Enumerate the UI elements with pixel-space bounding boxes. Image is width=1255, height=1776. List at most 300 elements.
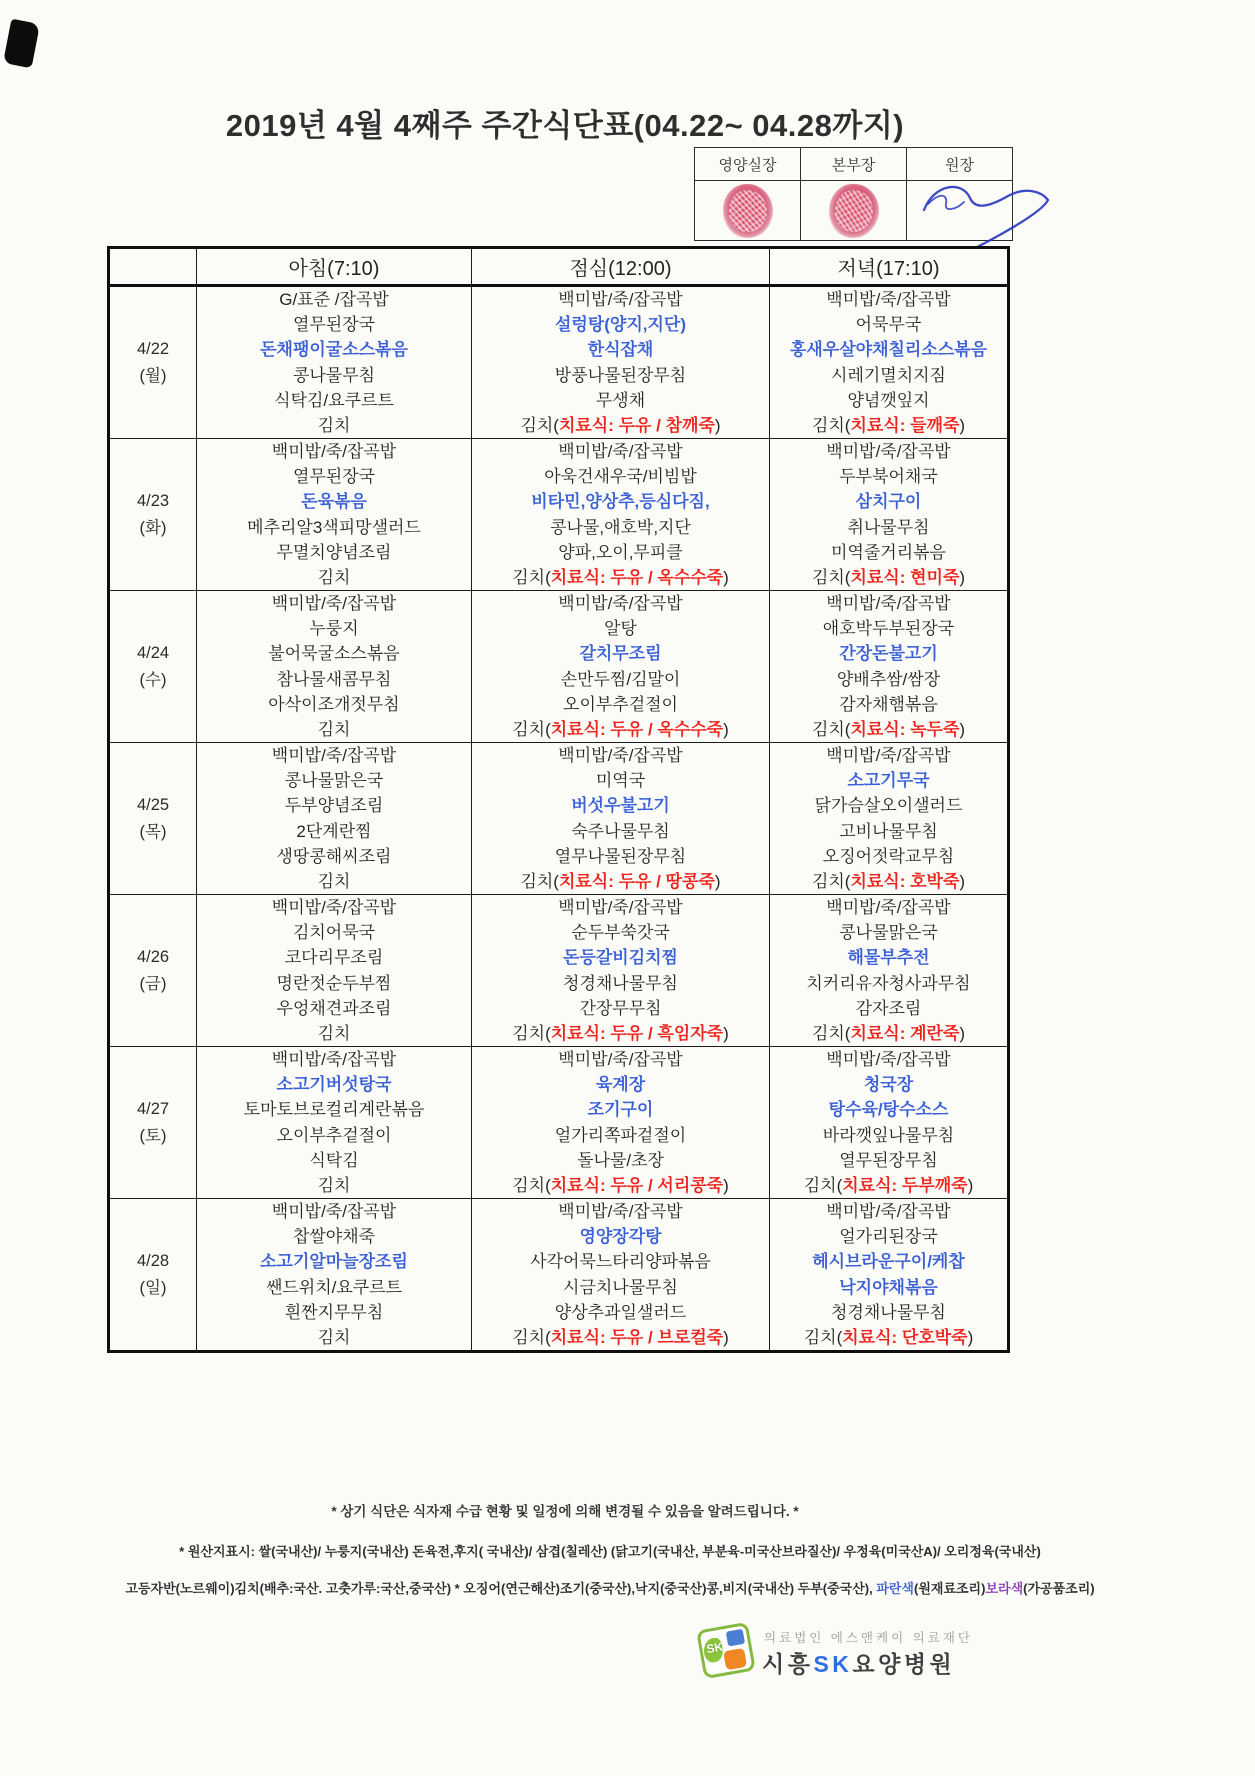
menu-item [197, 692, 471, 717]
hospital-name-sk: SK [813, 1651, 853, 1677]
menu-text: 간장돈불고기 [839, 644, 938, 664]
menu-item [472, 844, 769, 869]
menu-text: 돈육볶음 [301, 492, 367, 512]
menu-item [197, 337, 471, 362]
menu-item [197, 717, 471, 742]
time-header-row [109, 248, 1009, 286]
menu-text: 시레기멸치지짐 [831, 365, 946, 385]
menu-text: 식탁김 [309, 1150, 359, 1170]
menu-text: 생땅콩해씨조림 [276, 846, 392, 866]
time-header-breakfast: 아침(7:10) [197, 248, 472, 286]
menu-cell-breakfast [197, 1199, 472, 1352]
menu-item [197, 439, 471, 464]
day-label-cell [109, 286, 197, 439]
day-row [109, 439, 1009, 591]
menu-text: ) [723, 1327, 729, 1347]
menu-item [197, 641, 471, 666]
menu-text: 감자조림 [855, 998, 922, 1018]
menu-text: 백미밥/죽/잡곡밥 [826, 746, 951, 766]
approval-stamp-row [695, 181, 1013, 241]
menu-cell-dinner [770, 591, 1009, 743]
menu-item [197, 996, 471, 1021]
menu-item [197, 1148, 471, 1173]
menu-text: 애호박두부된장국 [822, 619, 955, 639]
menu-text: 해물부추전 [847, 948, 930, 968]
menu-text: 비타민,양상추,등심다짐, [531, 492, 710, 512]
menu-text: 찹쌀야채죽 [292, 1227, 376, 1247]
menu-item [472, 667, 769, 692]
hospital-logo-block [698, 1620, 1118, 1690]
menu-item [770, 996, 1007, 1021]
menu-text: 설렁탕(양지,지단) [555, 315, 686, 335]
menu-item [197, 945, 471, 970]
diet-menu-text: 치료식: 들깨죽 [850, 415, 960, 435]
menu-cell-dinner [770, 895, 1009, 1047]
menu-item [770, 464, 1007, 489]
menu-text: 갈치무조림 [579, 644, 662, 664]
menu-text: ) [967, 1175, 974, 1195]
menu-cell-breakfast [197, 439, 472, 591]
menu-item [770, 439, 1007, 464]
menu-text: 김치( [512, 567, 551, 587]
day-date: 4/26 [136, 947, 170, 966]
menu-item [472, 616, 769, 641]
menu-item [472, 1097, 769, 1122]
menu-text: 헤시브라운구이/케찹 [812, 1252, 965, 1272]
day-weekday: (토) [139, 1126, 167, 1145]
menu-item [770, 1097, 1007, 1122]
menu-text: 김치( [520, 415, 559, 435]
day-weekday: (금) [139, 974, 167, 993]
time-header-dinner: 저녁(17:10) [770, 248, 1009, 286]
menu-text: 김치 [317, 567, 351, 587]
menu-item [197, 1199, 471, 1224]
time-header-lunch: 점심(12:00) [472, 248, 770, 286]
menu-item [770, 920, 1007, 945]
menu-text: 김치( [811, 567, 851, 587]
menu-item [197, 920, 471, 945]
menu-text: 양념깻잎지 [847, 390, 930, 410]
menu-text: 콩나물무침 [292, 365, 376, 385]
menu-item [770, 667, 1007, 692]
menu-text: 열무된장국 [292, 467, 376, 487]
menu-text: 김치( [811, 871, 851, 891]
menu-text: 식탁김/요쿠르트 [274, 390, 394, 410]
menu-item [197, 1047, 471, 1072]
menu-cell-lunch [472, 895, 770, 1047]
menu-text: 백미밥/죽/잡곡밥 [271, 1202, 397, 1222]
menu-text: 홍새우살야채칠리소스볶음 [789, 340, 988, 360]
menu-item [197, 287, 471, 312]
menu-text: ) [723, 719, 729, 739]
foundation-name: 의료법인 에스앤케이 의료재단 [764, 1631, 973, 1645]
menu-item [472, 717, 769, 742]
red-seal-stamp-icon [825, 180, 882, 240]
menu-text: 청경채나물무침 [563, 973, 678, 993]
menu-cell-dinner [770, 1199, 1009, 1352]
menu-text: 시금치나물무침 [563, 1277, 678, 1297]
menu-text: ) [723, 1175, 729, 1195]
day-label-cell [109, 743, 197, 895]
menu-text: 돌나물/초장 [577, 1150, 664, 1170]
menu-item [472, 1249, 769, 1274]
day-date: 4/28 [136, 1251, 170, 1270]
menu-item [770, 540, 1007, 565]
menu-cell-breakfast [197, 591, 472, 743]
approval-table [694, 147, 1013, 241]
menu-cell-lunch [472, 439, 770, 591]
menu-item [197, 413, 471, 438]
menu-cell-lunch [472, 743, 770, 895]
menu-text: 소고기무국 [847, 771, 930, 791]
menu-text: 백미밥/죽/잡곡밥 [558, 898, 683, 918]
approval-header-nutrition-chief: 영양실장 [695, 148, 801, 181]
menu-item [472, 1325, 769, 1350]
menu-text: 육계장 [595, 1075, 646, 1095]
menu-item [472, 312, 769, 337]
red-seal-stamp-icon [723, 184, 773, 238]
menu-item [197, 515, 471, 540]
menu-text: 흰짠지무무침 [284, 1302, 384, 1322]
menu-item [197, 388, 471, 413]
menu-text: 백미밥/죽/잡곡밥 [558, 594, 683, 614]
menu-text: 김치( [803, 1327, 843, 1347]
sk-shield-icon [696, 1622, 756, 1679]
menu-text: 소고기버섯탕국 [276, 1075, 392, 1095]
menu-item [197, 819, 471, 844]
approval-cell-director [907, 181, 1013, 241]
day-row [109, 1047, 1009, 1199]
menu-text: 무생채 [595, 390, 646, 410]
hospital-name [762, 1646, 955, 1679]
menu-item [770, 768, 1007, 793]
menu-item [472, 1275, 769, 1300]
menu-item [197, 1300, 471, 1325]
diet-menu-text: 치료식: 현미죽 [850, 567, 960, 587]
menu-text: 백미밥/죽/잡곡밥 [826, 1050, 951, 1070]
menu-text: 김치 [317, 1327, 351, 1347]
menu-text: 쌘드위치/요쿠르트 [265, 1277, 403, 1297]
menu-item [472, 591, 769, 616]
day-weekday: (화) [139, 518, 167, 537]
menu-text: 김치 [317, 415, 351, 435]
menu-item [770, 489, 1007, 514]
menu-item [197, 1275, 471, 1300]
day-row [109, 286, 1009, 439]
menu-item [197, 489, 471, 514]
menu-item [197, 565, 471, 590]
menu-text: 명란젓순두부찜 [276, 973, 392, 993]
page-title: 2019년 4월 4째주 주간식단표(04.22~ 04.28까지) [225, 108, 905, 143]
day-label-cell [109, 591, 197, 743]
menu-item [770, 616, 1007, 641]
menu-text: 소고기알마늘장조림 [260, 1252, 408, 1272]
menu-item [770, 971, 1007, 996]
menu-item [472, 971, 769, 996]
menu-cell-dinner [770, 1047, 1009, 1199]
menu-text: 조기구이 [587, 1100, 654, 1120]
menu-cell-lunch [472, 1047, 770, 1199]
menu-item [472, 869, 769, 894]
menu-item [197, 1325, 471, 1350]
menu-item [770, 844, 1007, 869]
diet-menu-text: 치료식: 두유 / 서리콩죽 [550, 1175, 724, 1195]
menu-item [770, 819, 1007, 844]
menu-text: 김치( [811, 719, 851, 739]
menu-text: 백미밥/죽/잡곡밥 [271, 1050, 397, 1070]
menu-text: 열무나물된장무침 [554, 846, 687, 866]
menu-item [770, 692, 1007, 717]
menu-item [770, 1199, 1007, 1224]
menu-item [770, 793, 1007, 818]
menu-cell-breakfast [197, 1047, 472, 1199]
menu-text: 백미밥/죽/잡곡밥 [558, 442, 683, 462]
menu-text: 오이부추겉절이 [276, 1125, 392, 1145]
menu-text: 아욱건새우국/비빔밥 [544, 467, 697, 487]
diet-menu-text: 치료식: 두유 / 옥수수죽 [550, 567, 724, 587]
diet-menu-text: 치료식: 단호박죽 [842, 1327, 968, 1347]
hospital-name-prefix: 시흥 [762, 1651, 814, 1677]
menu-item [472, 996, 769, 1021]
menu-text: 김치( [512, 1327, 551, 1347]
menu-item [472, 1300, 769, 1325]
day-weekday: (일) [139, 1278, 167, 1297]
menu-text: ) [723, 1023, 729, 1043]
weekly-menu-table [107, 246, 1010, 1353]
day-row [109, 743, 1009, 895]
menu-text: 불어묵굴소스볶음 [268, 644, 400, 664]
menu-text: 백미밥/죽/잡곡밥 [826, 1202, 951, 1222]
menu-item [770, 1047, 1007, 1072]
menu-cell-dinner [770, 439, 1009, 591]
menu-text: 돈등갈비김치찜 [563, 948, 678, 968]
menu-text: 2단계란찜 [296, 821, 372, 841]
menu-text: 얼가리된장국 [839, 1227, 938, 1247]
menu-cell-dinner [770, 286, 1009, 439]
menu-text: 백미밥/죽/잡곡밥 [826, 442, 951, 462]
menu-text: ) [959, 1023, 966, 1043]
menu-item [770, 388, 1007, 413]
origin-note-text: 고등자반(노르웨이)김치(배추:국산. 고춧가루:국산,중국산) * 오징어(연근해산)조기(중국산),낙지(중국산)콩,비지(국내산) 두부(중국산), [125, 1581, 877, 1596]
day-label-cell [109, 439, 197, 591]
diet-menu-text: 치료식: 두유 / 참깨죽 [558, 415, 715, 435]
menu-item [770, 565, 1007, 590]
menu-item [770, 363, 1007, 388]
menu-text: 탕수육/탕수소스 [828, 1100, 949, 1120]
menu-item [472, 1123, 769, 1148]
menu-text: 코다리무조림 [284, 948, 384, 968]
menu-item [472, 945, 769, 970]
day-weekday: (목) [139, 822, 167, 841]
menu-item [472, 1199, 769, 1224]
menu-text: 청경채나물무침 [831, 1302, 946, 1322]
menu-item [770, 287, 1007, 312]
day-row [109, 895, 1009, 1047]
menu-item [472, 1224, 769, 1249]
menu-text: 두부북어채국 [839, 467, 938, 487]
menu-text: 토마토브로컬리계란볶음 [243, 1100, 425, 1120]
menu-text: 백미밥/죽/잡곡밥 [271, 898, 397, 918]
menu-text: 참나물새콤무침 [276, 669, 392, 689]
menu-text: 방풍나물된장무침 [554, 365, 687, 385]
menu-item [197, 844, 471, 869]
menu-text: 닭가슴살오이샐러드 [814, 796, 963, 816]
menu-cell-lunch [472, 591, 770, 743]
menu-item [197, 793, 471, 818]
menu-item [770, 413, 1007, 438]
origin-note-line1: * 원산지표시: 쌀(국내산)/ 누룽지(국내산) 돈육전,후지( 국내산)/ 삼겹(칠레산) (닭고기(국내산, 부분육-미국산브라질산)/ 우정육(미국산A)/ 오리정육(국내산) [179, 1544, 1041, 1559]
menu-text: 숙주나물무침 [571, 821, 670, 841]
menu-text: 무멸치양념조림 [276, 542, 392, 562]
menu-text: ) [959, 871, 966, 891]
menu-text: 백미밥/죽/잡곡밥 [271, 442, 397, 462]
menu-item [197, 591, 471, 616]
menu-item [197, 464, 471, 489]
menu-text: 김치( [512, 719, 551, 739]
menu-text: 오이부추겉절이 [563, 694, 678, 714]
menu-cell-breakfast [197, 286, 472, 439]
day-date: 4/22 [136, 339, 170, 358]
menu-text: 백미밥/죽/잡곡밥 [558, 290, 683, 310]
menu-item [770, 1224, 1007, 1249]
menu-item [472, 540, 769, 565]
approval-cell-division-head [801, 181, 907, 241]
menu-change-note: * 상기 식단은 식자재 수급 현황 및 일정에 의해 변경될 수 있음을 알려드립니다. * [331, 1504, 799, 1519]
scan-artifact-mark [3, 19, 40, 69]
menu-cell-dinner [770, 743, 1009, 895]
blue-legend-label: 파란색 [876, 1581, 914, 1596]
menu-item [472, 793, 769, 818]
day-date: 4/24 [136, 643, 170, 662]
menu-text: 메추리알3색피망샐러드 [247, 517, 421, 537]
menu-item [197, 1072, 471, 1097]
menu-text: 오징어젓락교무침 [822, 846, 955, 866]
menu-text: 백미밥/죽/잡곡밥 [271, 746, 397, 766]
menu-item [770, 1275, 1007, 1300]
menu-item [472, 464, 769, 489]
menu-item [472, 1072, 769, 1097]
menu-text: 콩나물맑은국 [284, 771, 384, 791]
menu-item [770, 1325, 1007, 1350]
menu-text: ) [959, 415, 966, 435]
menu-text: 한식잡채 [587, 340, 654, 360]
menu-text: 영양장각탕 [579, 1227, 662, 1247]
menu-item [770, 1123, 1007, 1148]
menu-text: 김치 [317, 1175, 351, 1195]
menu-text: 우엉채견과조림 [276, 998, 392, 1018]
menu-item [472, 1148, 769, 1173]
menu-item [472, 692, 769, 717]
menu-text: 김치( [512, 1175, 551, 1195]
menu-item [472, 515, 769, 540]
menu-text: ) [714, 415, 721, 435]
menu-item [197, 616, 471, 641]
menu-item [197, 667, 471, 692]
origin-note-text: (가공품조리) [1023, 1581, 1095, 1596]
approval-header-director: 원장 [907, 148, 1013, 181]
diet-menu-text: 치료식: 두부깨죽 [842, 1175, 968, 1195]
menu-item [472, 1021, 769, 1046]
diet-menu-text: 치료식: 계란죽 [850, 1023, 960, 1043]
menu-text: 김치( [811, 1023, 851, 1043]
menu-text: 감자채햄볶음 [839, 694, 938, 714]
menu-cell-breakfast [197, 743, 472, 895]
menu-item [472, 920, 769, 945]
sk-logo-blue-shape [726, 1629, 745, 1647]
day-date: 4/27 [136, 1099, 170, 1118]
menu-item [770, 869, 1007, 894]
menu-item [472, 768, 769, 793]
menu-item [472, 819, 769, 844]
menu-text: 얼가리쪽파겉절이 [554, 1125, 687, 1145]
diet-menu-text: 치료식: 두유 / 흑임자죽 [550, 1023, 724, 1043]
day-weekday: (월) [139, 366, 167, 385]
menu-text: 버섯우불고기 [571, 796, 670, 816]
menu-text: 순두부쑥갓국 [571, 923, 670, 943]
menu-item [197, 363, 471, 388]
menu-item [197, 1097, 471, 1122]
menu-item [770, 515, 1007, 540]
menu-item [472, 1047, 769, 1072]
menu-item [770, 591, 1007, 616]
menu-item [197, 1249, 471, 1274]
menu-item [472, 565, 769, 590]
menu-item [770, 337, 1007, 362]
menu-text: 백미밥/죽/잡곡밥 [558, 1050, 683, 1070]
menu-item [197, 1123, 471, 1148]
menu-item [197, 895, 471, 920]
menu-cell-breakfast [197, 895, 472, 1047]
menu-cell-lunch [472, 286, 770, 439]
menu-item [472, 337, 769, 362]
day-weekday: (수) [139, 670, 167, 689]
menu-text: 콩나물맑은국 [839, 923, 938, 943]
day-row [109, 1199, 1009, 1352]
menu-item [472, 1173, 769, 1198]
menu-text: 어묵무국 [855, 315, 922, 335]
menu-text: 김치( [520, 871, 559, 891]
sk-logo-orange-shape [723, 1648, 747, 1670]
diet-menu-text: 치료식: 녹두죽 [850, 719, 960, 739]
menu-item [472, 489, 769, 514]
menu-text: ) [723, 567, 729, 587]
menu-text: 양배추쌈/쌈장 [836, 669, 941, 689]
menu-text: 김치어묵국 [292, 923, 376, 943]
menu-item [770, 895, 1007, 920]
menu-text: 김치( [803, 1175, 843, 1195]
menu-text: 열무된장무침 [839, 1150, 938, 1170]
menu-text: ) [959, 719, 966, 739]
hospital-name-suffix: 요양병원 [852, 1651, 956, 1677]
purple-legend-label: 보라색 [985, 1581, 1024, 1596]
menu-item [197, 971, 471, 996]
menu-item [770, 945, 1007, 970]
menu-text: 콩나물,애호박,지단 [550, 517, 691, 537]
menu-text: 누룽지 [309, 619, 359, 639]
menu-text: 청국장 [863, 1075, 914, 1095]
day-date: 4/25 [136, 795, 170, 814]
approval-cell-nutrition-chief [695, 181, 801, 241]
menu-text: 치커리유자청사과무침 [806, 973, 971, 993]
menu-item [770, 312, 1007, 337]
menu-text: 알탕 [604, 619, 637, 639]
menu-item [770, 1021, 1007, 1046]
menu-text: 삼치구이 [855, 492, 922, 512]
day-label-cell [109, 895, 197, 1047]
menu-text: 손만두찜/김말이 [560, 669, 681, 689]
menu-item [770, 1300, 1007, 1325]
menu-text: 김치( [811, 415, 851, 435]
